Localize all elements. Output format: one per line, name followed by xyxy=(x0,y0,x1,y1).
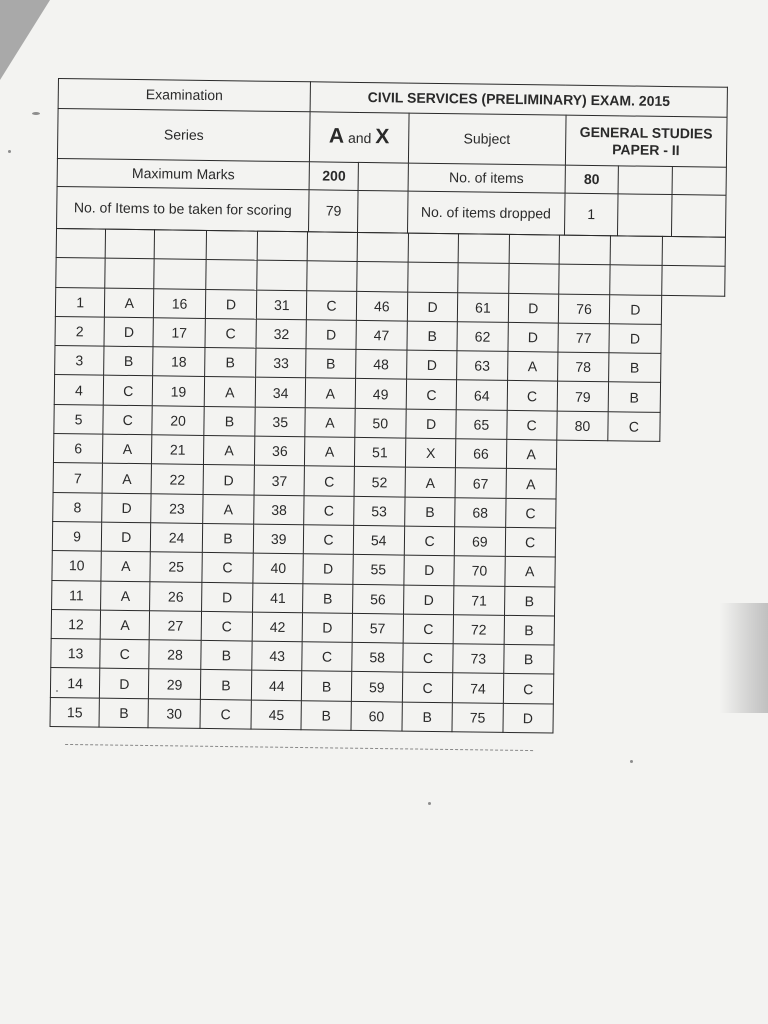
examination-value: CIVIL SERVICES (PRELIMINARY) EXAM. 2015 xyxy=(310,82,727,117)
question-number: 2 xyxy=(55,316,105,346)
answer-option: C xyxy=(205,318,257,348)
exam-header-table xyxy=(56,78,728,238)
blank-cell xyxy=(105,229,155,259)
answer-option: D xyxy=(203,465,255,495)
question-number: 33 xyxy=(256,348,307,378)
blank-cell xyxy=(458,263,509,293)
answer-option: C xyxy=(103,405,153,435)
answer-option: B xyxy=(306,349,356,379)
answer-option: A xyxy=(305,408,355,438)
empty-cell xyxy=(660,354,724,384)
empty-cell xyxy=(661,295,725,325)
series-label: Series xyxy=(57,109,310,162)
answer-option: X xyxy=(405,438,456,468)
answer-option: A xyxy=(102,463,152,493)
question-number: 68 xyxy=(455,497,506,527)
question-number: 47 xyxy=(356,320,408,350)
empty-cell xyxy=(554,645,606,675)
answer-option: C xyxy=(403,643,454,673)
answer-option: D xyxy=(403,585,454,615)
answer-option: D xyxy=(201,582,253,612)
blank-cell xyxy=(408,233,459,263)
question-number: 52 xyxy=(354,467,406,497)
question-number: 72 xyxy=(453,615,504,645)
blank-cell xyxy=(661,266,725,296)
question-number: 53 xyxy=(353,496,405,526)
answer-option: B xyxy=(99,698,149,728)
items-dropped-value: 1 xyxy=(564,193,618,236)
question-number: 16 xyxy=(154,288,206,318)
empty-cell xyxy=(672,167,726,196)
empty-cell xyxy=(555,499,607,529)
blank-cell xyxy=(155,230,207,260)
scan-speck xyxy=(32,112,40,115)
answer-option: C xyxy=(100,639,150,669)
question-number: 7 xyxy=(53,463,103,493)
blank-cell xyxy=(206,260,258,290)
answer-option: C xyxy=(505,527,556,557)
answer-option: A xyxy=(101,581,151,611)
answer-option: D xyxy=(507,322,558,352)
empty-cell xyxy=(657,559,721,589)
answer-option: C xyxy=(608,412,660,442)
question-number: 70 xyxy=(454,556,505,586)
answer-option: B xyxy=(201,641,253,671)
answer-option: C xyxy=(507,381,558,411)
subject-label: Subject xyxy=(408,113,566,165)
answer-option: A xyxy=(100,610,150,640)
question-number: 36 xyxy=(255,436,306,466)
answer-option: D xyxy=(610,294,662,324)
question-number: 37 xyxy=(254,465,305,495)
empty-cell xyxy=(553,704,605,734)
answer-option: C xyxy=(503,674,554,704)
max-marks-label: Maximum Marks xyxy=(57,158,309,189)
examination-label: Examination xyxy=(58,79,310,112)
question-number: 69 xyxy=(455,527,506,557)
question-number: 62 xyxy=(457,322,508,352)
empty-cell xyxy=(605,646,657,676)
answer-option: D xyxy=(609,324,661,354)
answer-option: C xyxy=(304,525,354,555)
empty-cell xyxy=(358,162,408,191)
answer-option: C xyxy=(302,642,352,672)
answer-option: B xyxy=(504,615,555,645)
question-number: 51 xyxy=(354,437,406,467)
answer-option: B xyxy=(405,497,456,527)
empty-cell xyxy=(608,441,660,471)
empty-cell xyxy=(553,674,605,704)
blank-cell xyxy=(206,230,258,260)
question-number: 18 xyxy=(153,347,205,377)
question-number: 64 xyxy=(456,380,507,410)
answer-option: A xyxy=(101,551,151,581)
scan-speck xyxy=(428,802,431,805)
answer-option: C xyxy=(406,380,457,410)
answer-option: B xyxy=(104,346,154,376)
empty-cell xyxy=(661,324,725,354)
question-number: 20 xyxy=(152,406,204,436)
empty-cell xyxy=(656,676,720,706)
answer-option: B xyxy=(407,321,458,351)
empty-cell xyxy=(554,616,606,646)
empty-cell xyxy=(659,471,723,501)
answer-option: B xyxy=(608,382,660,412)
answer-option: D xyxy=(503,703,554,733)
scan-speck xyxy=(8,150,11,153)
question-number: 4 xyxy=(54,375,104,405)
blank-cell xyxy=(662,236,726,266)
question-number: 49 xyxy=(355,379,407,409)
answer-option: B xyxy=(303,583,353,613)
question-number: 13 xyxy=(51,639,101,669)
question-number: 26 xyxy=(150,581,202,611)
question-number: 80 xyxy=(557,411,609,441)
answer-option: A xyxy=(103,434,153,464)
empty-cell xyxy=(618,166,672,195)
question-number: 22 xyxy=(151,464,203,494)
items-scoring-value: 79 xyxy=(309,190,359,233)
question-number: 57 xyxy=(352,613,404,643)
answer-option: A xyxy=(204,377,256,407)
question-number: 38 xyxy=(254,495,305,525)
empty-cell xyxy=(659,441,723,471)
question-number: 11 xyxy=(52,580,102,610)
question-number: 24 xyxy=(151,523,203,553)
question-number: 40 xyxy=(253,553,304,583)
empty-cell xyxy=(658,529,722,559)
blank-cell xyxy=(257,231,308,261)
blank-cell xyxy=(508,264,559,294)
answer-option: A xyxy=(506,439,557,469)
blank-cell xyxy=(56,228,106,258)
question-number: 30 xyxy=(148,698,200,728)
question-number: 12 xyxy=(51,609,101,639)
empty-cell xyxy=(672,195,726,238)
question-number: 10 xyxy=(52,551,102,581)
answer-option: C xyxy=(505,498,556,528)
empty-cell xyxy=(604,704,656,734)
empty-cell xyxy=(554,587,606,617)
answer-option: B xyxy=(200,670,252,700)
answer-option: C xyxy=(506,410,557,440)
answer-option: D xyxy=(303,613,353,643)
answer-option: D xyxy=(205,289,257,319)
empty-cell xyxy=(605,617,657,647)
answer-option: C xyxy=(404,526,455,556)
empty-cell xyxy=(607,499,659,529)
empty-cell xyxy=(606,587,658,617)
blank-cell xyxy=(458,234,509,264)
blank-cell xyxy=(105,258,155,288)
empty-cell xyxy=(657,617,721,647)
question-number: 6 xyxy=(53,434,103,464)
blank-cell xyxy=(257,260,308,290)
answer-option: D xyxy=(406,409,457,439)
answer-key-sheet xyxy=(49,78,748,777)
empty-cell xyxy=(358,190,408,233)
question-number: 44 xyxy=(252,671,303,701)
answer-option: C xyxy=(202,553,254,583)
blank-cell xyxy=(610,265,662,295)
answer-option: B xyxy=(609,353,661,383)
empty-cell xyxy=(618,194,672,237)
blank-cell xyxy=(154,259,206,289)
answer-option: D xyxy=(404,555,455,585)
question-number: 43 xyxy=(252,641,303,671)
question-number: 42 xyxy=(252,612,303,642)
question-number: 71 xyxy=(454,585,505,615)
blank-cell xyxy=(307,261,357,291)
question-number: 23 xyxy=(151,493,203,523)
blank-cell xyxy=(559,235,611,265)
question-number: 8 xyxy=(53,492,103,522)
question-number: 67 xyxy=(455,468,506,498)
answer-option: C xyxy=(201,611,253,641)
answer-option: B xyxy=(204,348,256,378)
answer-option: D xyxy=(100,669,150,699)
answer-option: B xyxy=(504,586,555,616)
subject-value: GENERAL STUDIES PAPER - II xyxy=(565,115,727,167)
answer-option: B xyxy=(204,406,256,436)
question-number: 55 xyxy=(352,555,404,585)
answer-key-table xyxy=(50,228,726,736)
answer-option: A xyxy=(202,494,254,524)
answer-option: B xyxy=(301,700,351,730)
question-number: 77 xyxy=(558,323,610,353)
blank-cell xyxy=(308,232,358,262)
page-corner-shadow xyxy=(0,0,50,80)
question-number: 59 xyxy=(351,672,403,702)
answer-option: C xyxy=(403,614,454,644)
question-number: 50 xyxy=(354,408,406,438)
empty-cell xyxy=(657,588,721,618)
series-and: and xyxy=(347,129,372,147)
series-a: A xyxy=(328,124,345,148)
question-number: 76 xyxy=(558,294,610,324)
answer-option: B xyxy=(503,645,554,675)
answer-option: D xyxy=(407,292,458,322)
question-number: 17 xyxy=(153,318,205,348)
question-number: 60 xyxy=(351,701,403,731)
answer-option: D xyxy=(407,350,458,380)
question-number: 19 xyxy=(153,376,205,406)
question-number: 28 xyxy=(149,640,201,670)
answer-option: C xyxy=(304,466,354,496)
max-marks-value: 200 xyxy=(309,162,359,191)
question-number: 25 xyxy=(150,552,202,582)
question-number: 5 xyxy=(54,404,104,434)
blank-cell xyxy=(408,262,459,292)
question-number: 45 xyxy=(251,700,302,730)
question-number: 32 xyxy=(256,319,307,349)
question-number: 27 xyxy=(150,611,202,641)
empty-cell xyxy=(556,440,608,470)
answer-option: B xyxy=(202,523,254,553)
question-number: 9 xyxy=(52,521,102,551)
answer-option: D xyxy=(306,320,356,350)
question-number: 75 xyxy=(452,702,503,732)
answer-option: B xyxy=(302,671,352,701)
question-number: 48 xyxy=(355,350,407,380)
answer-option: B xyxy=(402,702,453,732)
question-number: 63 xyxy=(457,351,508,381)
items-dropped-label: No. of items dropped xyxy=(407,191,564,235)
answer-option: A xyxy=(504,557,555,587)
answer-option: D xyxy=(101,522,151,552)
blank-cell xyxy=(56,258,106,288)
blank-cell xyxy=(610,236,662,266)
empty-cell xyxy=(658,500,722,530)
empty-cell xyxy=(606,529,658,559)
question-number: 3 xyxy=(55,346,105,376)
empty-cell xyxy=(656,647,720,677)
question-number: 41 xyxy=(253,583,304,613)
answer-option: C xyxy=(103,376,153,406)
question-number: 78 xyxy=(557,352,609,382)
answer-option: A xyxy=(306,378,356,408)
question-number: 66 xyxy=(456,439,507,469)
empty-cell xyxy=(660,383,724,413)
question-number: 73 xyxy=(453,644,504,674)
answer-option: C xyxy=(402,673,453,703)
answer-option: A xyxy=(506,469,557,499)
empty-cell xyxy=(555,557,607,587)
empty-cell xyxy=(556,469,608,499)
empty-cell xyxy=(606,558,658,588)
question-number: 65 xyxy=(456,410,507,440)
answer-option: C xyxy=(304,495,354,525)
question-number: 21 xyxy=(152,435,204,465)
question-number: 1 xyxy=(55,287,105,317)
question-number: 39 xyxy=(253,524,304,554)
question-number: 34 xyxy=(255,378,306,408)
answer-option: A xyxy=(203,436,255,466)
question-number: 14 xyxy=(50,668,100,698)
blank-cell xyxy=(356,262,408,292)
empty-cell xyxy=(555,528,607,558)
answer-option: A xyxy=(105,288,155,318)
question-number: 15 xyxy=(50,697,100,727)
question-number: 29 xyxy=(149,669,201,699)
question-number: 79 xyxy=(557,382,609,412)
answer-option: A xyxy=(405,467,456,497)
answer-option: D xyxy=(303,554,353,584)
answer-option: A xyxy=(305,437,355,467)
question-number: 35 xyxy=(255,407,306,437)
answer-option: D xyxy=(508,293,559,323)
blank-cell xyxy=(559,264,611,294)
series-value xyxy=(310,112,409,163)
empty-cell xyxy=(659,412,723,442)
blank-cell xyxy=(357,232,409,262)
question-number: 74 xyxy=(453,673,504,703)
series-x: X xyxy=(375,125,390,149)
empty-cell xyxy=(656,705,720,735)
answer-option: C xyxy=(307,290,357,320)
empty-cell xyxy=(605,675,657,705)
question-number: 61 xyxy=(458,292,509,322)
question-number: 54 xyxy=(353,525,405,555)
question-number: 56 xyxy=(352,584,404,614)
answer-option: C xyxy=(200,699,252,729)
num-items-value: 80 xyxy=(565,165,619,194)
answer-option: D xyxy=(102,493,152,523)
num-items-label: No. of items xyxy=(408,163,565,193)
empty-cell xyxy=(607,470,659,500)
items-scoring-label: No. of Items to be taken for scoring xyxy=(57,186,310,231)
answer-option: D xyxy=(104,317,154,347)
question-number: 58 xyxy=(351,643,403,673)
question-number: 46 xyxy=(356,291,408,321)
question-number: 31 xyxy=(256,290,307,320)
blank-cell xyxy=(509,234,560,264)
answer-option: A xyxy=(507,352,558,382)
